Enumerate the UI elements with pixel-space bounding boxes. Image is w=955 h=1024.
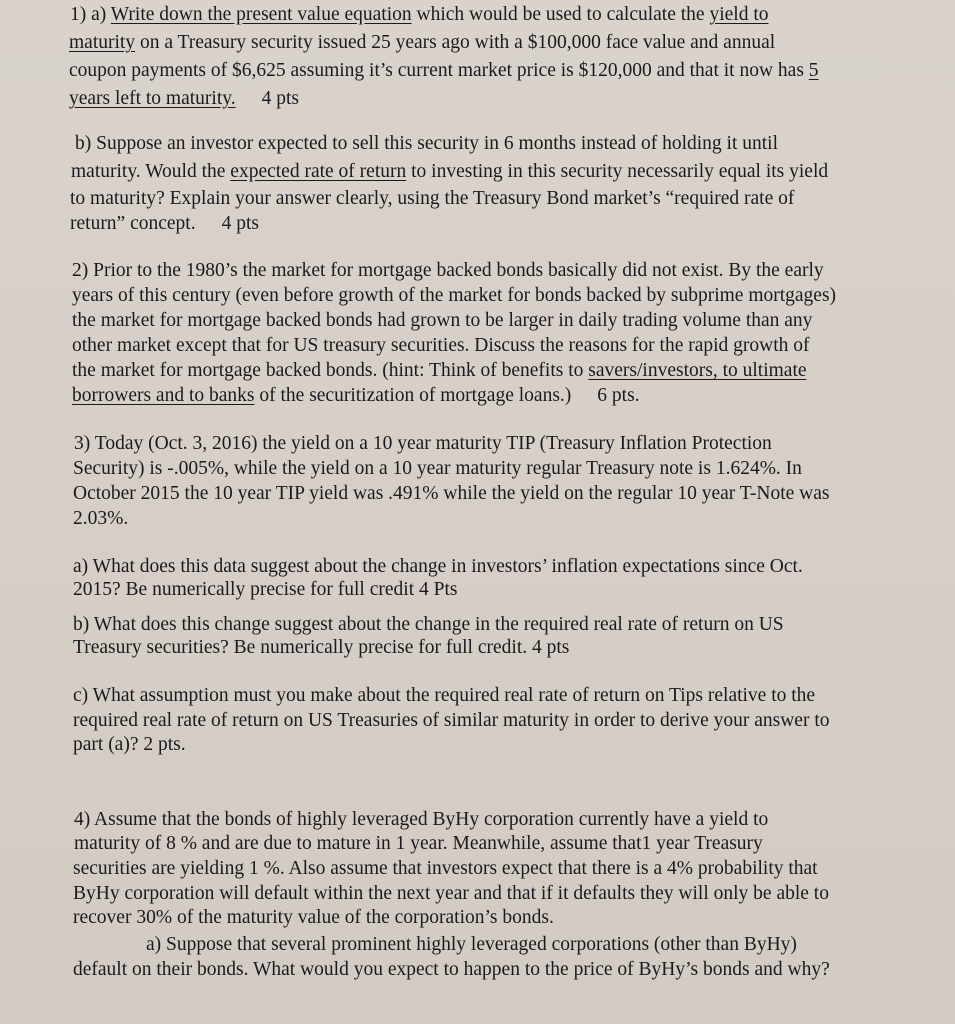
- points-label: 4 pts: [261, 88, 299, 109]
- underlined-phrase: borrowers and to banks: [72, 385, 255, 406]
- underlined-phrase: 5: [808, 60, 819, 81]
- q1b-line-3: to maturity? Explain your answer clearly, using the Treasury Bond market’s “required rate of: [70, 188, 795, 209]
- underlined-phrase: Write down the present value equation: [110, 4, 412, 25]
- underlined-phrase: years left to maturity.: [69, 88, 236, 109]
- q3b-line-2: Treasury securities? Be numerically precise for full credit. 4 pts: [73, 637, 570, 658]
- q3a-line-1: a) What does this data suggest about the change in investors’ inflation expectations since Oct.: [73, 556, 803, 577]
- q3a-line-2: 2015? Be numerically precise for full credit 4 Pts: [73, 579, 458, 600]
- q4-line-2: maturity of 8 % and are due to mature in 1 year. Meanwhile, assume that1 year Treasury: [74, 833, 763, 854]
- q2-line-6: borrowers and to banks of the securitization of mortgage loans.) 6 pts.: [72, 385, 640, 406]
- q1a-line-2: maturity on a Treasury security issued 25 years ago with a $100,000 face value and annual: [69, 32, 776, 53]
- q1b-line-2: maturity. Would the expected rate of return to investing in this security necessarily equal its yield: [71, 161, 829, 182]
- q2-line-1: 2) Prior to the 1980’s the market for mortgage backed bonds basically did not exist. By the early: [72, 260, 824, 281]
- q3c-line-1: c) What assumption must you make about the required real rate of return on Tips relative to the: [73, 685, 816, 706]
- underlined-phrase: yield to: [709, 4, 769, 25]
- q1a-line-3: coupon payments of $6,625 assuming it’s current market price is $120,000 and that it now has 5: [69, 60, 819, 81]
- q3c-line-3: part (a)? 2 pts.: [73, 734, 186, 755]
- points-label: 4 pts: [221, 213, 259, 234]
- q3c-line-2: required real rate of return on US Treasuries of similar maturity in order to derive your answer to: [73, 710, 830, 731]
- q3-line-1: 3) Today (Oct. 3, 2016) the yield on a 10 year maturity TIP (Treasury Inflation Protection: [74, 433, 772, 454]
- q1a-line-1: 1) a) Write down the present value equation which would be used to calculate the yield to: [70, 4, 769, 25]
- q4a-line-2: default on their bonds. What would you expect to happen to the price of ByHy’s bonds and why?: [73, 959, 830, 980]
- q2-line-3: the market for mortgage backed bonds had grown to be larger in daily trading volume than any: [72, 310, 813, 331]
- q3-line-2: Security) is -.005%, while the yield on a 10 year maturity regular Treasury note is 1.624%. In: [73, 458, 802, 479]
- q4-line-1: 4) Assume that the bonds of highly leveraged ByHy corporation currently have a yield to: [74, 809, 769, 830]
- q2-line-5: the market for mortgage backed bonds. (hint: Think of benefits to savers/investors, to ultimate: [72, 360, 807, 381]
- underlined-phrase: maturity: [69, 32, 136, 53]
- q1a-line-4: [69, 87, 299, 111]
- q3b-line-1: b) What does this change suggest about the change in the required real rate of return on US: [73, 614, 784, 635]
- underlined-phrase: savers/investors, to ultimate: [588, 360, 807, 381]
- q1b-line-1: b) Suppose an investor expected to sell this security in 6 months instead of holding it until: [75, 133, 778, 154]
- q3-line-4: 2.03%.: [73, 508, 129, 529]
- q2-line-4: other market except that for US treasury securities. Discuss the reasons for the rapid growth of: [72, 335, 810, 356]
- q1b-line-4: return” concept. 4 pts: [70, 213, 259, 234]
- underlined-phrase: expected rate of return: [230, 161, 407, 182]
- q2-line-2: years of this century (even before growth of the market for bonds backed by subprime mortgages): [72, 285, 837, 306]
- q4-line-5: recover 30% of the maturity value of the corporation’s bonds.: [73, 907, 554, 928]
- q4-line-3: securities are yielding 1 %. Also assume that investors expect that there is a 4% probability that: [73, 858, 818, 879]
- q4-line-4: ByHy corporation will default within the next year and that if it defaults they will only be able to: [73, 883, 829, 904]
- q3-line-3: October 2015 the 10 year TIP yield was .491% while the yield on the regular 10 year T-Note was: [73, 483, 830, 504]
- q4a-line-1: a) Suppose that several prominent highly leveraged corporations (other than ByHy): [146, 934, 797, 955]
- points-label: 6 pts.: [597, 385, 640, 406]
